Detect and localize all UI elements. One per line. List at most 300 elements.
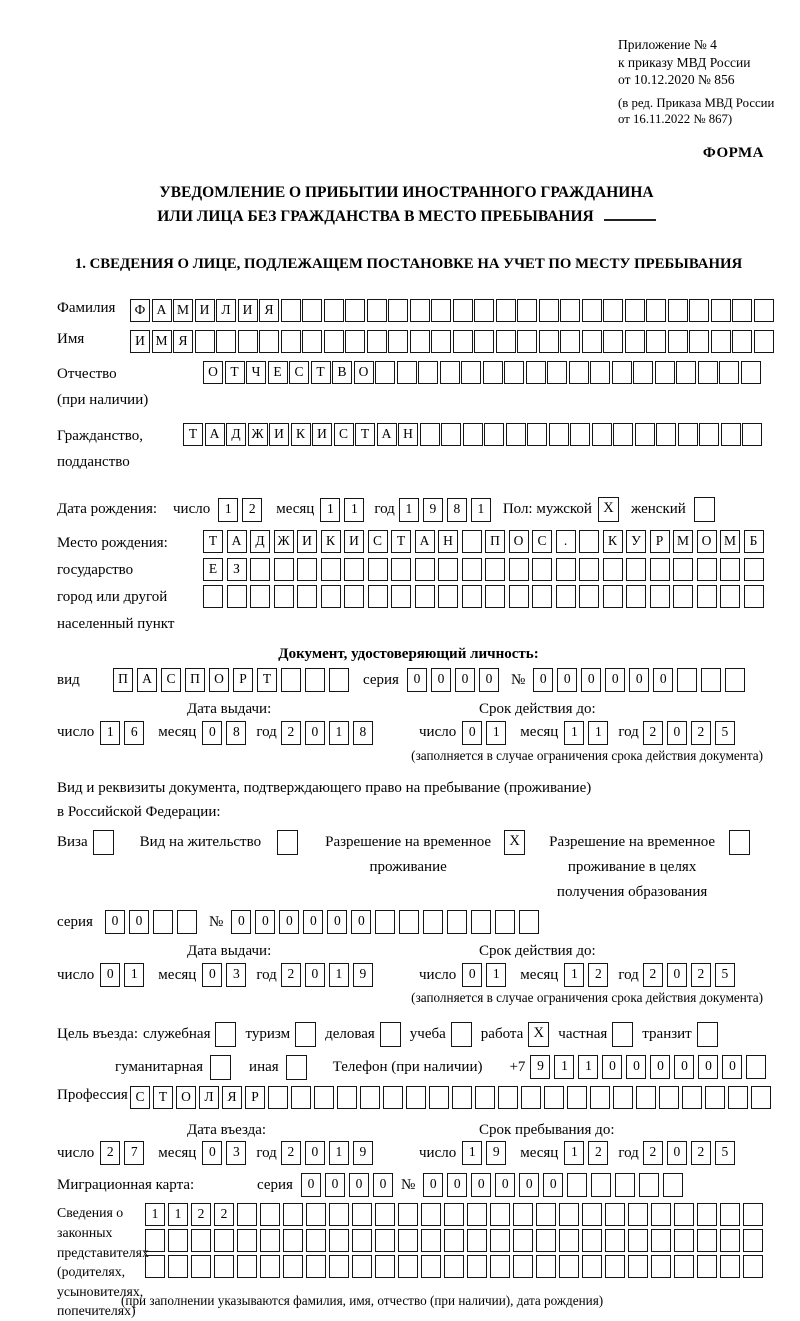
- purpose-humanitarian-checkbox[interactable]: [210, 1055, 231, 1080]
- char-cell[interactable]: [438, 585, 458, 608]
- char-cell[interactable]: [344, 558, 364, 581]
- char-cell[interactable]: О: [176, 1086, 196, 1109]
- sex-male-checkbox[interactable]: [598, 497, 619, 522]
- char-cell[interactable]: [673, 558, 693, 581]
- char-cell[interactable]: [728, 1086, 748, 1109]
- char-cell[interactable]: [650, 585, 670, 608]
- char-cell[interactable]: [605, 1229, 625, 1252]
- char-cell[interactable]: 9: [353, 1141, 373, 1165]
- char-cell[interactable]: 2: [281, 1141, 301, 1165]
- char-cell[interactable]: [250, 585, 270, 608]
- char-cell[interactable]: [674, 1229, 694, 1252]
- option-temp-residence-edu-checkbox[interactable]: [729, 830, 750, 855]
- issue-year-cells[interactable]: [281, 721, 377, 745]
- char-cell[interactable]: Т: [183, 423, 203, 446]
- char-cell[interactable]: Т: [257, 668, 277, 692]
- char-cell[interactable]: [711, 299, 731, 322]
- char-cell[interactable]: [421, 1203, 441, 1226]
- char-cell[interactable]: [375, 910, 395, 934]
- char-cell[interactable]: [636, 1086, 656, 1109]
- char-cell[interactable]: 0: [202, 1141, 222, 1165]
- char-cell[interactable]: 2: [214, 1203, 234, 1226]
- residence-valid-month-cells[interactable]: [564, 963, 612, 987]
- char-cell[interactable]: [302, 299, 322, 322]
- char-cell[interactable]: [626, 558, 646, 581]
- char-cell[interactable]: [444, 1229, 464, 1252]
- stay-year-cells[interactable]: [643, 1141, 739, 1165]
- char-cell[interactable]: Я: [259, 299, 279, 322]
- char-cell[interactable]: 8: [226, 721, 246, 745]
- char-cell[interactable]: [423, 910, 443, 934]
- char-cell[interactable]: [306, 1203, 326, 1226]
- char-cell[interactable]: [215, 1022, 236, 1047]
- purpose-official-checkbox[interactable]: [215, 1022, 236, 1047]
- char-cell[interactable]: [444, 1203, 464, 1226]
- char-cell[interactable]: Б: [744, 530, 764, 553]
- char-cell[interactable]: 0: [202, 963, 222, 987]
- char-cell[interactable]: [398, 1255, 418, 1278]
- char-cell[interactable]: [582, 1255, 602, 1278]
- residence-valid-day-cells[interactable]: [462, 963, 510, 987]
- purpose-work-checkbox[interactable]: [528, 1022, 549, 1047]
- char-cell[interactable]: [295, 1022, 316, 1047]
- char-cell[interactable]: 0: [471, 1173, 491, 1197]
- char-cell[interactable]: [603, 585, 623, 608]
- char-cell[interactable]: [567, 1173, 587, 1197]
- char-cell[interactable]: [153, 910, 173, 934]
- char-cell[interactable]: [268, 1086, 288, 1109]
- char-cell[interactable]: [536, 1229, 556, 1252]
- char-cell[interactable]: Ж: [248, 423, 268, 446]
- char-cell[interactable]: Д: [226, 423, 246, 446]
- char-cell[interactable]: [367, 299, 387, 322]
- char-cell[interactable]: Ч: [246, 361, 266, 384]
- char-cell[interactable]: А: [152, 299, 172, 322]
- char-cell[interactable]: О: [203, 361, 223, 384]
- char-cell[interactable]: 1: [145, 1203, 165, 1226]
- char-cell[interactable]: [659, 1086, 679, 1109]
- char-cell[interactable]: [421, 1255, 441, 1278]
- char-cell[interactable]: [191, 1229, 211, 1252]
- char-cell[interactable]: [337, 1086, 357, 1109]
- char-cell[interactable]: [283, 1229, 303, 1252]
- char-cell[interactable]: [462, 585, 482, 608]
- purpose-business-checkbox[interactable]: [380, 1022, 401, 1047]
- char-cell[interactable]: [441, 423, 461, 446]
- char-cell[interactable]: 2: [691, 963, 711, 987]
- char-cell[interactable]: [592, 423, 612, 446]
- char-cell[interactable]: [496, 299, 516, 322]
- char-cell[interactable]: [559, 1255, 579, 1278]
- char-cell[interactable]: [281, 330, 301, 353]
- char-cell[interactable]: [590, 1086, 610, 1109]
- char-cell[interactable]: 0: [129, 910, 149, 934]
- char-cell[interactable]: [259, 330, 279, 353]
- char-cell[interactable]: 2: [588, 1141, 608, 1165]
- char-cell[interactable]: [283, 1203, 303, 1226]
- char-cell[interactable]: Л: [199, 1086, 219, 1109]
- char-cell[interactable]: Т: [391, 530, 411, 553]
- char-cell[interactable]: [467, 1255, 487, 1278]
- char-cell[interactable]: [145, 1255, 165, 1278]
- char-cell[interactable]: А: [227, 530, 247, 553]
- char-cell[interactable]: [490, 1255, 510, 1278]
- migration-series-cells[interactable]: [301, 1173, 397, 1197]
- char-cell[interactable]: [628, 1229, 648, 1252]
- char-cell[interactable]: [590, 361, 610, 384]
- char-cell[interactable]: 1: [564, 963, 584, 987]
- char-cell[interactable]: 0: [305, 721, 325, 745]
- char-cell[interactable]: [260, 1229, 280, 1252]
- char-cell[interactable]: [697, 1255, 717, 1278]
- char-cell[interactable]: [720, 1229, 740, 1252]
- char-cell[interactable]: С: [532, 530, 552, 553]
- char-cell[interactable]: [612, 1022, 633, 1047]
- char-cell[interactable]: [711, 330, 731, 353]
- char-cell[interactable]: [519, 910, 539, 934]
- char-cell[interactable]: Т: [355, 423, 375, 446]
- char-cell[interactable]: 0: [325, 1173, 345, 1197]
- char-cell[interactable]: [227, 585, 247, 608]
- char-cell[interactable]: Р: [233, 668, 253, 692]
- char-cell[interactable]: 2: [191, 1203, 211, 1226]
- char-cell[interactable]: [237, 1203, 257, 1226]
- char-cell[interactable]: [697, 558, 717, 581]
- char-cell[interactable]: [250, 558, 270, 581]
- char-cell[interactable]: 0: [581, 668, 601, 692]
- char-cell[interactable]: 0: [100, 963, 120, 987]
- char-cell[interactable]: [720, 1255, 740, 1278]
- char-cell[interactable]: 0: [349, 1173, 369, 1197]
- char-cell[interactable]: [646, 330, 666, 353]
- char-cell[interactable]: [214, 1229, 234, 1252]
- char-cell[interactable]: 1: [564, 1141, 584, 1165]
- char-cell[interactable]: [352, 1255, 372, 1278]
- char-cell[interactable]: Т: [311, 361, 331, 384]
- char-cell[interactable]: [729, 830, 750, 855]
- char-cell[interactable]: [216, 330, 236, 353]
- birth-place-row2-cells[interactable]: [203, 558, 767, 581]
- char-cell[interactable]: [697, 1229, 717, 1252]
- char-cell[interactable]: [754, 299, 774, 322]
- char-cell[interactable]: Е: [203, 558, 223, 581]
- char-cell[interactable]: 2: [242, 498, 262, 522]
- char-cell[interactable]: [485, 585, 505, 608]
- char-cell[interactable]: [639, 1173, 659, 1197]
- char-cell[interactable]: У: [626, 530, 646, 553]
- char-cell[interactable]: С: [130, 1086, 150, 1109]
- citizenship-cells[interactable]: [183, 423, 764, 446]
- char-cell[interactable]: [453, 330, 473, 353]
- char-cell[interactable]: [467, 1229, 487, 1252]
- char-cell[interactable]: [383, 1086, 403, 1109]
- char-cell[interactable]: 0: [255, 910, 275, 934]
- char-cell[interactable]: [498, 1086, 518, 1109]
- char-cell[interactable]: [741, 361, 761, 384]
- issue-month-cells[interactable]: [202, 721, 250, 745]
- char-cell[interactable]: [177, 910, 197, 934]
- char-cell[interactable]: 0: [519, 1173, 539, 1197]
- valid-month-cells[interactable]: [564, 721, 612, 745]
- char-cell[interactable]: [705, 1086, 725, 1109]
- char-cell[interactable]: [297, 585, 317, 608]
- char-cell[interactable]: [605, 1203, 625, 1226]
- char-cell[interactable]: X: [528, 1022, 549, 1047]
- char-cell[interactable]: [168, 1229, 188, 1252]
- char-cell[interactable]: [420, 423, 440, 446]
- char-cell[interactable]: 2: [691, 721, 711, 745]
- char-cell[interactable]: [274, 585, 294, 608]
- representatives-row2-cells[interactable]: [145, 1229, 766, 1252]
- char-cell[interactable]: [742, 423, 762, 446]
- char-cell[interactable]: П: [185, 668, 205, 692]
- char-cell[interactable]: 2: [643, 721, 663, 745]
- char-cell[interactable]: [582, 1229, 602, 1252]
- char-cell[interactable]: [732, 330, 752, 353]
- char-cell[interactable]: [725, 668, 745, 692]
- birth-place-row3-cells[interactable]: [203, 585, 767, 608]
- char-cell[interactable]: [582, 330, 602, 353]
- char-cell[interactable]: [281, 668, 301, 692]
- char-cell[interactable]: С: [368, 530, 388, 553]
- char-cell[interactable]: [701, 668, 721, 692]
- doc-series-cells[interactable]: [407, 668, 503, 692]
- char-cell[interactable]: [345, 299, 365, 322]
- char-cell[interactable]: [375, 1229, 395, 1252]
- char-cell[interactable]: [509, 585, 529, 608]
- entry-day-cells[interactable]: [100, 1141, 148, 1165]
- valid-year-cells[interactable]: [643, 721, 739, 745]
- char-cell[interactable]: [474, 330, 494, 353]
- char-cell[interactable]: [720, 585, 740, 608]
- stay-month-cells[interactable]: [564, 1141, 612, 1165]
- char-cell[interactable]: [517, 299, 537, 322]
- char-cell[interactable]: [283, 1255, 303, 1278]
- char-cell[interactable]: [603, 330, 623, 353]
- char-cell[interactable]: [406, 1086, 426, 1109]
- char-cell[interactable]: [504, 361, 524, 384]
- char-cell[interactable]: 8: [447, 498, 467, 522]
- char-cell[interactable]: [352, 1203, 372, 1226]
- char-cell[interactable]: Л: [216, 299, 236, 322]
- option-residence-permit-checkbox[interactable]: [277, 830, 298, 855]
- char-cell[interactable]: [625, 330, 645, 353]
- char-cell[interactable]: [452, 1086, 472, 1109]
- char-cell[interactable]: Т: [225, 361, 245, 384]
- char-cell[interactable]: 0: [653, 668, 673, 692]
- char-cell[interactable]: [539, 299, 559, 322]
- char-cell[interactable]: .: [556, 530, 576, 553]
- char-cell[interactable]: [306, 1229, 326, 1252]
- char-cell[interactable]: [591, 1173, 611, 1197]
- option-visa-checkbox[interactable]: [93, 830, 114, 855]
- char-cell[interactable]: К: [291, 423, 311, 446]
- char-cell[interactable]: 1: [168, 1203, 188, 1226]
- char-cell[interactable]: [682, 1086, 702, 1109]
- residence-issue-month-cells[interactable]: [202, 963, 250, 987]
- char-cell[interactable]: [521, 1086, 541, 1109]
- char-cell[interactable]: [277, 830, 298, 855]
- char-cell[interactable]: [471, 910, 491, 934]
- char-cell[interactable]: [314, 1086, 334, 1109]
- char-cell[interactable]: [93, 830, 114, 855]
- char-cell[interactable]: И: [297, 530, 317, 553]
- char-cell[interactable]: [321, 585, 341, 608]
- char-cell[interactable]: [329, 668, 349, 692]
- char-cell[interactable]: М: [173, 299, 193, 322]
- char-cell[interactable]: С: [289, 361, 309, 384]
- char-cell[interactable]: Д: [250, 530, 270, 553]
- char-cell[interactable]: 1: [486, 721, 506, 745]
- char-cell[interactable]: [536, 1203, 556, 1226]
- char-cell[interactable]: [410, 299, 430, 322]
- char-cell[interactable]: 1: [100, 721, 120, 745]
- char-cell[interactable]: [509, 558, 529, 581]
- char-cell[interactable]: [375, 361, 395, 384]
- char-cell[interactable]: [397, 361, 417, 384]
- char-cell[interactable]: [579, 585, 599, 608]
- char-cell[interactable]: [570, 423, 590, 446]
- char-cell[interactable]: [368, 585, 388, 608]
- char-cell[interactable]: [444, 1255, 464, 1278]
- first-name-cells[interactable]: [130, 330, 775, 353]
- char-cell[interactable]: [388, 299, 408, 322]
- char-cell[interactable]: [329, 1229, 349, 1252]
- char-cell[interactable]: 1: [462, 1141, 482, 1165]
- char-cell[interactable]: 0: [202, 721, 222, 745]
- char-cell[interactable]: 0: [431, 668, 451, 692]
- char-cell[interactable]: [613, 423, 633, 446]
- char-cell[interactable]: [367, 330, 387, 353]
- char-cell[interactable]: [380, 1022, 401, 1047]
- char-cell[interactable]: [462, 558, 482, 581]
- char-cell[interactable]: И: [195, 299, 215, 322]
- char-cell[interactable]: Я: [222, 1086, 242, 1109]
- char-cell[interactable]: [388, 330, 408, 353]
- char-cell[interactable]: [744, 558, 764, 581]
- char-cell[interactable]: [321, 558, 341, 581]
- char-cell[interactable]: [719, 361, 739, 384]
- char-cell[interactable]: Т: [203, 530, 223, 553]
- char-cell[interactable]: 9: [486, 1141, 506, 1165]
- char-cell[interactable]: А: [205, 423, 225, 446]
- char-cell[interactable]: [438, 558, 458, 581]
- surname-cells[interactable]: [130, 299, 775, 322]
- char-cell[interactable]: 0: [462, 721, 482, 745]
- char-cell[interactable]: [467, 1203, 487, 1226]
- char-cell[interactable]: [475, 1086, 495, 1109]
- char-cell[interactable]: [699, 423, 719, 446]
- patronymic-cells[interactable]: [203, 361, 762, 384]
- char-cell[interactable]: [168, 1255, 188, 1278]
- char-cell[interactable]: [210, 1055, 231, 1080]
- char-cell[interactable]: И: [238, 299, 258, 322]
- char-cell[interactable]: 0: [455, 668, 475, 692]
- char-cell[interactable]: [732, 299, 752, 322]
- char-cell[interactable]: [556, 558, 576, 581]
- char-cell[interactable]: [579, 558, 599, 581]
- char-cell[interactable]: 0: [327, 910, 347, 934]
- char-cell[interactable]: [461, 361, 481, 384]
- char-cell[interactable]: [678, 423, 698, 446]
- char-cell[interactable]: 2: [100, 1141, 120, 1165]
- char-cell[interactable]: [260, 1203, 280, 1226]
- char-cell[interactable]: 0: [305, 1141, 325, 1165]
- char-cell[interactable]: [751, 1086, 771, 1109]
- char-cell[interactable]: И: [312, 423, 332, 446]
- char-cell[interactable]: [567, 1086, 587, 1109]
- char-cell[interactable]: [549, 423, 569, 446]
- char-cell[interactable]: 1: [329, 721, 349, 745]
- char-cell[interactable]: [743, 1229, 763, 1252]
- char-cell[interactable]: 0: [626, 1055, 646, 1079]
- char-cell[interactable]: 0: [667, 963, 687, 987]
- char-cell[interactable]: 9: [530, 1055, 550, 1079]
- char-cell[interactable]: [613, 1086, 633, 1109]
- representatives-row3-cells[interactable]: [145, 1255, 766, 1278]
- char-cell[interactable]: 1: [218, 498, 238, 522]
- char-cell[interactable]: [305, 668, 325, 692]
- representatives-row1-cells[interactable]: [145, 1203, 766, 1226]
- char-cell[interactable]: 9: [423, 498, 443, 522]
- char-cell[interactable]: [513, 1255, 533, 1278]
- char-cell[interactable]: И: [130, 330, 150, 353]
- char-cell[interactable]: [344, 585, 364, 608]
- char-cell[interactable]: 5: [715, 721, 735, 745]
- char-cell[interactable]: О: [209, 668, 229, 692]
- char-cell[interactable]: 9: [353, 963, 373, 987]
- char-cell[interactable]: [506, 423, 526, 446]
- char-cell[interactable]: [754, 330, 774, 353]
- purpose-private-checkbox[interactable]: [612, 1022, 633, 1047]
- char-cell[interactable]: [698, 361, 718, 384]
- char-cell[interactable]: [532, 585, 552, 608]
- char-cell[interactable]: [544, 1086, 564, 1109]
- birth-year-cells[interactable]: [399, 498, 495, 522]
- char-cell[interactable]: Р: [245, 1086, 265, 1109]
- char-cell[interactable]: [628, 1255, 648, 1278]
- stay-day-cells[interactable]: [462, 1141, 510, 1165]
- char-cell[interactable]: [532, 558, 552, 581]
- char-cell[interactable]: [431, 330, 451, 353]
- char-cell[interactable]: [447, 910, 467, 934]
- sex-female-checkbox[interactable]: [694, 497, 715, 522]
- char-cell[interactable]: [490, 1203, 510, 1226]
- char-cell[interactable]: [673, 585, 693, 608]
- char-cell[interactable]: [421, 1229, 441, 1252]
- char-cell[interactable]: [203, 585, 223, 608]
- char-cell[interactable]: [559, 1203, 579, 1226]
- char-cell[interactable]: [410, 330, 430, 353]
- char-cell[interactable]: [324, 299, 344, 322]
- char-cell[interactable]: 2: [643, 1141, 663, 1165]
- char-cell[interactable]: [628, 1203, 648, 1226]
- char-cell[interactable]: [145, 1229, 165, 1252]
- char-cell[interactable]: А: [415, 530, 435, 553]
- char-cell[interactable]: [744, 585, 764, 608]
- char-cell[interactable]: [415, 558, 435, 581]
- char-cell[interactable]: 7: [124, 1141, 144, 1165]
- char-cell[interactable]: [495, 910, 515, 934]
- char-cell[interactable]: Т: [153, 1086, 173, 1109]
- char-cell[interactable]: [651, 1255, 671, 1278]
- char-cell[interactable]: [496, 330, 516, 353]
- char-cell[interactable]: [329, 1255, 349, 1278]
- char-cell[interactable]: 0: [667, 1141, 687, 1165]
- char-cell[interactable]: [391, 558, 411, 581]
- char-cell[interactable]: М: [673, 530, 693, 553]
- char-cell[interactable]: 1: [320, 498, 340, 522]
